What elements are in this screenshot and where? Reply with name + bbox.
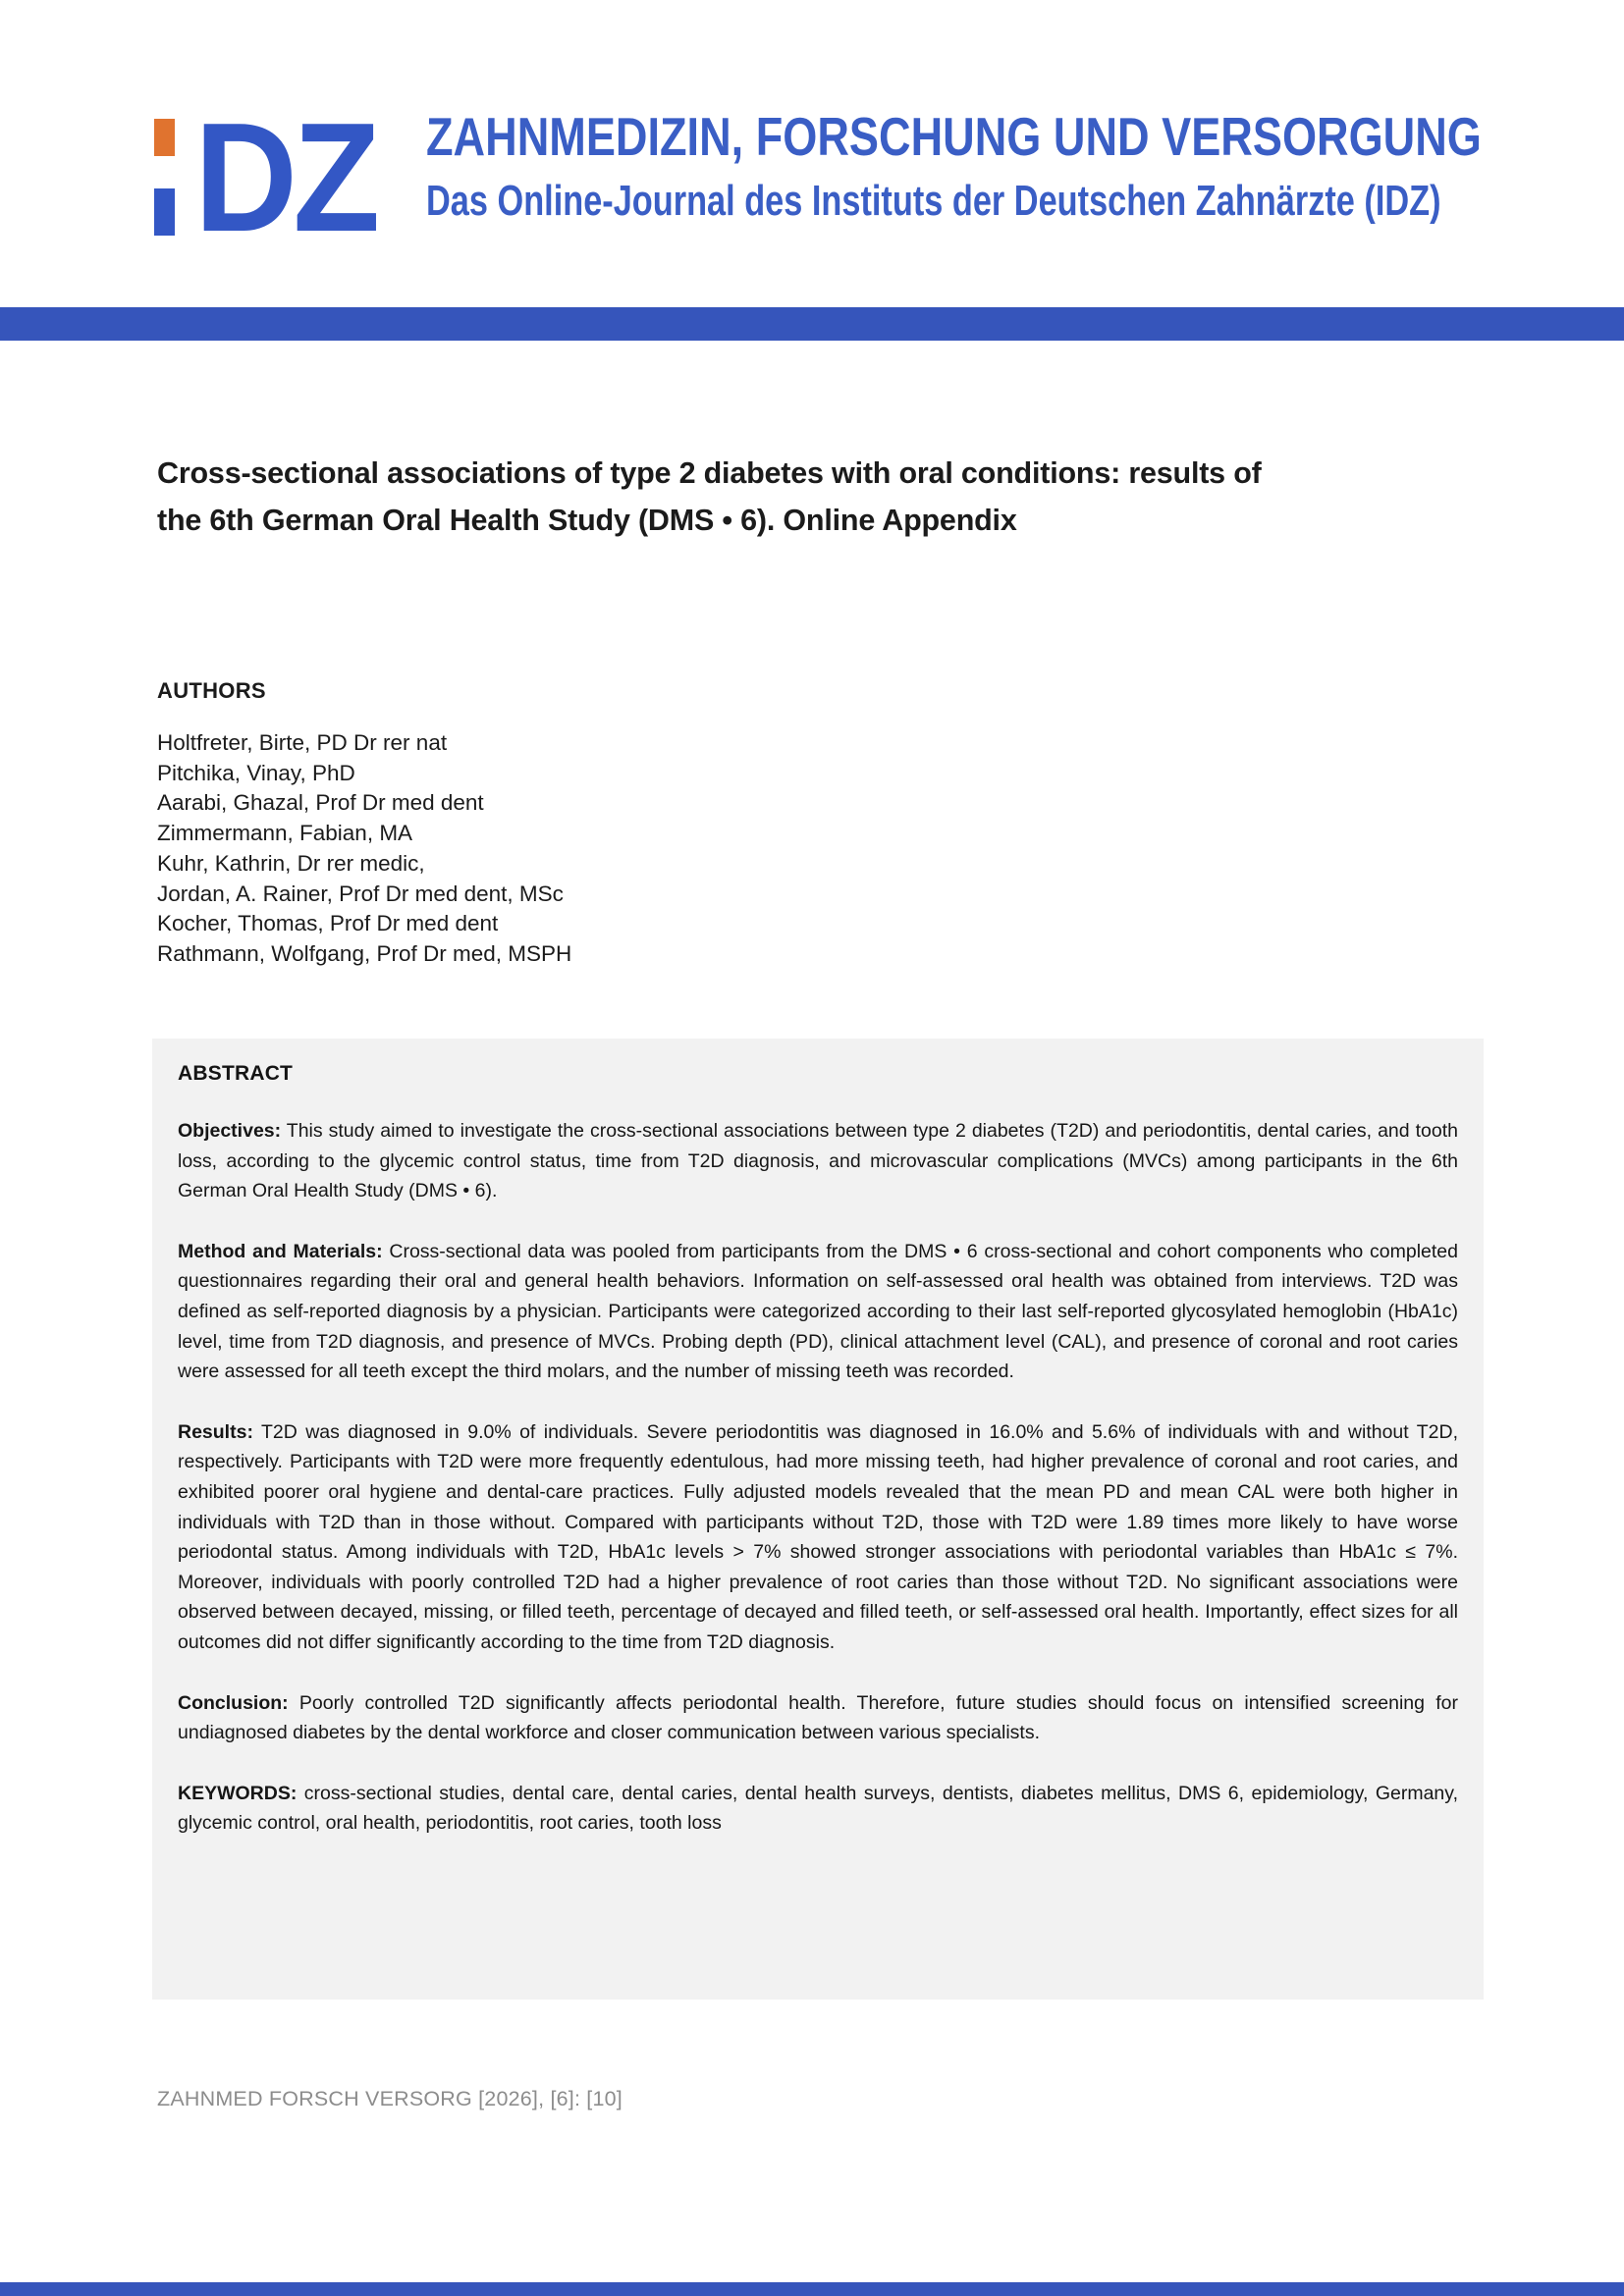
author-name: Rathmann, Wolfgang, Prof Dr med, MSPH	[157, 940, 572, 966]
abstract-keywords-label: KEYWORDS:	[178, 1782, 298, 1804]
journal-title: ZAHNMEDIZIN, FORSCHUNG UND VERSORGUNG	[426, 106, 1482, 167]
idz-logo-i-top-orange-block	[154, 119, 175, 156]
abstract-results-text: T2D was diagnosed in 9.0% of individuals. Severe periodontitis was diagnosed in 16.0% and 5.6% of individuals with and without T2D, respectively. Participants with T2D were more frequently edentulous, had more missing teeth, had higher prevalence of coronal and root caries, and exhibited poorer oral hygiene and dental-care practices. Fully adjusted models revealed that the mean PD and mean CAL were both higher in individuals with T2D than in those without. Compared with participants without T2D, those with T2D were 1.89 times more likely to have worse periodontal status. Among individuals with T2D, HbA1c levels > 7% showed stronger associations with periodontal variables than HbA1c ≤ 7%. Moreover, individuals with poorly controlled T2D had a higher prevalence of root caries than those without T2D. No significant associations were observed between decayed, missing, or filled teeth, percentage of decayed and filled teeth, or self-assessed oral health. Importantly, effect sizes for all outcomes did not differ significantly according to the time from T2D diagnosis.	[178, 1420, 1458, 1653]
abstract-keywords-text: cross-sectional studies, dental care, dental caries, dental health surveys, dentists, diabetes mellitus, DMS 6, epidemiology, Germany, glycemic control, oral health, periodontitis, root caries, tooth loss	[178, 1782, 1458, 1835]
author-name: Pitchika, Vinay, PhD	[157, 760, 355, 785]
abstract-conclusion-text: Poorly controlled T2D significantly affects periodontal health. Therefore, future studies should focus on intensified screening for undiagnosed diabetes by the dental workforce and closer communication between various specialists.	[178, 1691, 1458, 1744]
abstract-section-conclusion	[178, 1688, 1458, 1748]
journal-subtitle: Das Online-Journal des Instituts der Deutschen Zahnärzte (IDZ)	[426, 177, 1441, 225]
author-name: Kocher, Thomas, Prof Dr med dent	[157, 911, 499, 936]
abstract-objectives-label: Objectives:	[178, 1120, 282, 1142]
footer-bar	[0, 2282, 1624, 2296]
idz-logo-dz-letters: DZ	[194, 91, 376, 264]
authors-list	[157, 728, 571, 970]
idz-logo-i-bottom-blue-block	[154, 188, 175, 236]
author-name: Aarabi, Ghazal, Prof Dr med dent	[157, 790, 484, 816]
author-name: Zimmermann, Fabian, MA	[157, 821, 413, 846]
footer-citation: ZAHNMED FORSCH VERSORG [2026], [6]: [10]	[157, 2087, 623, 2110]
article-title	[157, 451, 1414, 544]
abstract-objectives-text: This study aimed to investigate the cross-sectional associations between type 2 diabetes (T2D) and periodontitis, dental caries, and tooth loss, according to the glycemic control status, time from T2D diagnosis, and microvascular complications (MVCs) among participants in the 6th German Oral Health Study (DMS • 6).	[178, 1120, 1458, 1202]
abstract-conclusion-label: Conclusion:	[178, 1691, 289, 1714]
abstract-methods-label: Method and Materials:	[178, 1240, 383, 1262]
abstract-results-label: Results:	[178, 1420, 253, 1443]
author-name: Jordan, A. Rainer, Prof Dr med dent, MSc	[157, 881, 564, 906]
abstract-heading: ABSTRACT	[178, 1062, 294, 1085]
article-title-line-1: Cross-sectional associations of type 2 diabetes with oral conditions: results of	[157, 456, 1262, 490]
abstract-methods-text: Cross-sectional data was pooled from participants from the DMS • 6 cross-sectional and cohort components who completed questionnaires regarding their oral and general health behaviors. Information on self-assessed oral health was obtained from interviews. T2D was defined as self-reported diagnosis by a physician. Participants were categorized according to their last self-reported glycosylated hemoglobin (HbA1c) level, time from T2D diagnosis, and presence of MVCs. Probing depth (PD), clinical attachment level (CAL), and presence of coronal and root caries were assessed for all teeth except the third molars, and the number of missing teeth was recorded.	[178, 1240, 1459, 1383]
abstract-section-objectives	[178, 1116, 1458, 1206]
abstract-box	[152, 1039, 1484, 2000]
abstract-section-methods	[178, 1237, 1458, 1387]
abstract-section-keywords	[178, 1779, 1458, 1839]
abstract-section-results	[178, 1417, 1458, 1658]
author-name: Holtfreter, Birte, PD Dr rer nat	[157, 730, 448, 755]
article-title-line-2: the 6th German Oral Health Study (DMS • 6). Online Appendix	[157, 503, 1017, 537]
header-divider-bar	[0, 307, 1624, 341]
idz-logo-i-letter	[154, 119, 175, 236]
authors-heading: AUTHORS	[157, 678, 266, 703]
author-name: Kuhr, Kathrin, Dr rer medic,	[157, 850, 425, 876]
